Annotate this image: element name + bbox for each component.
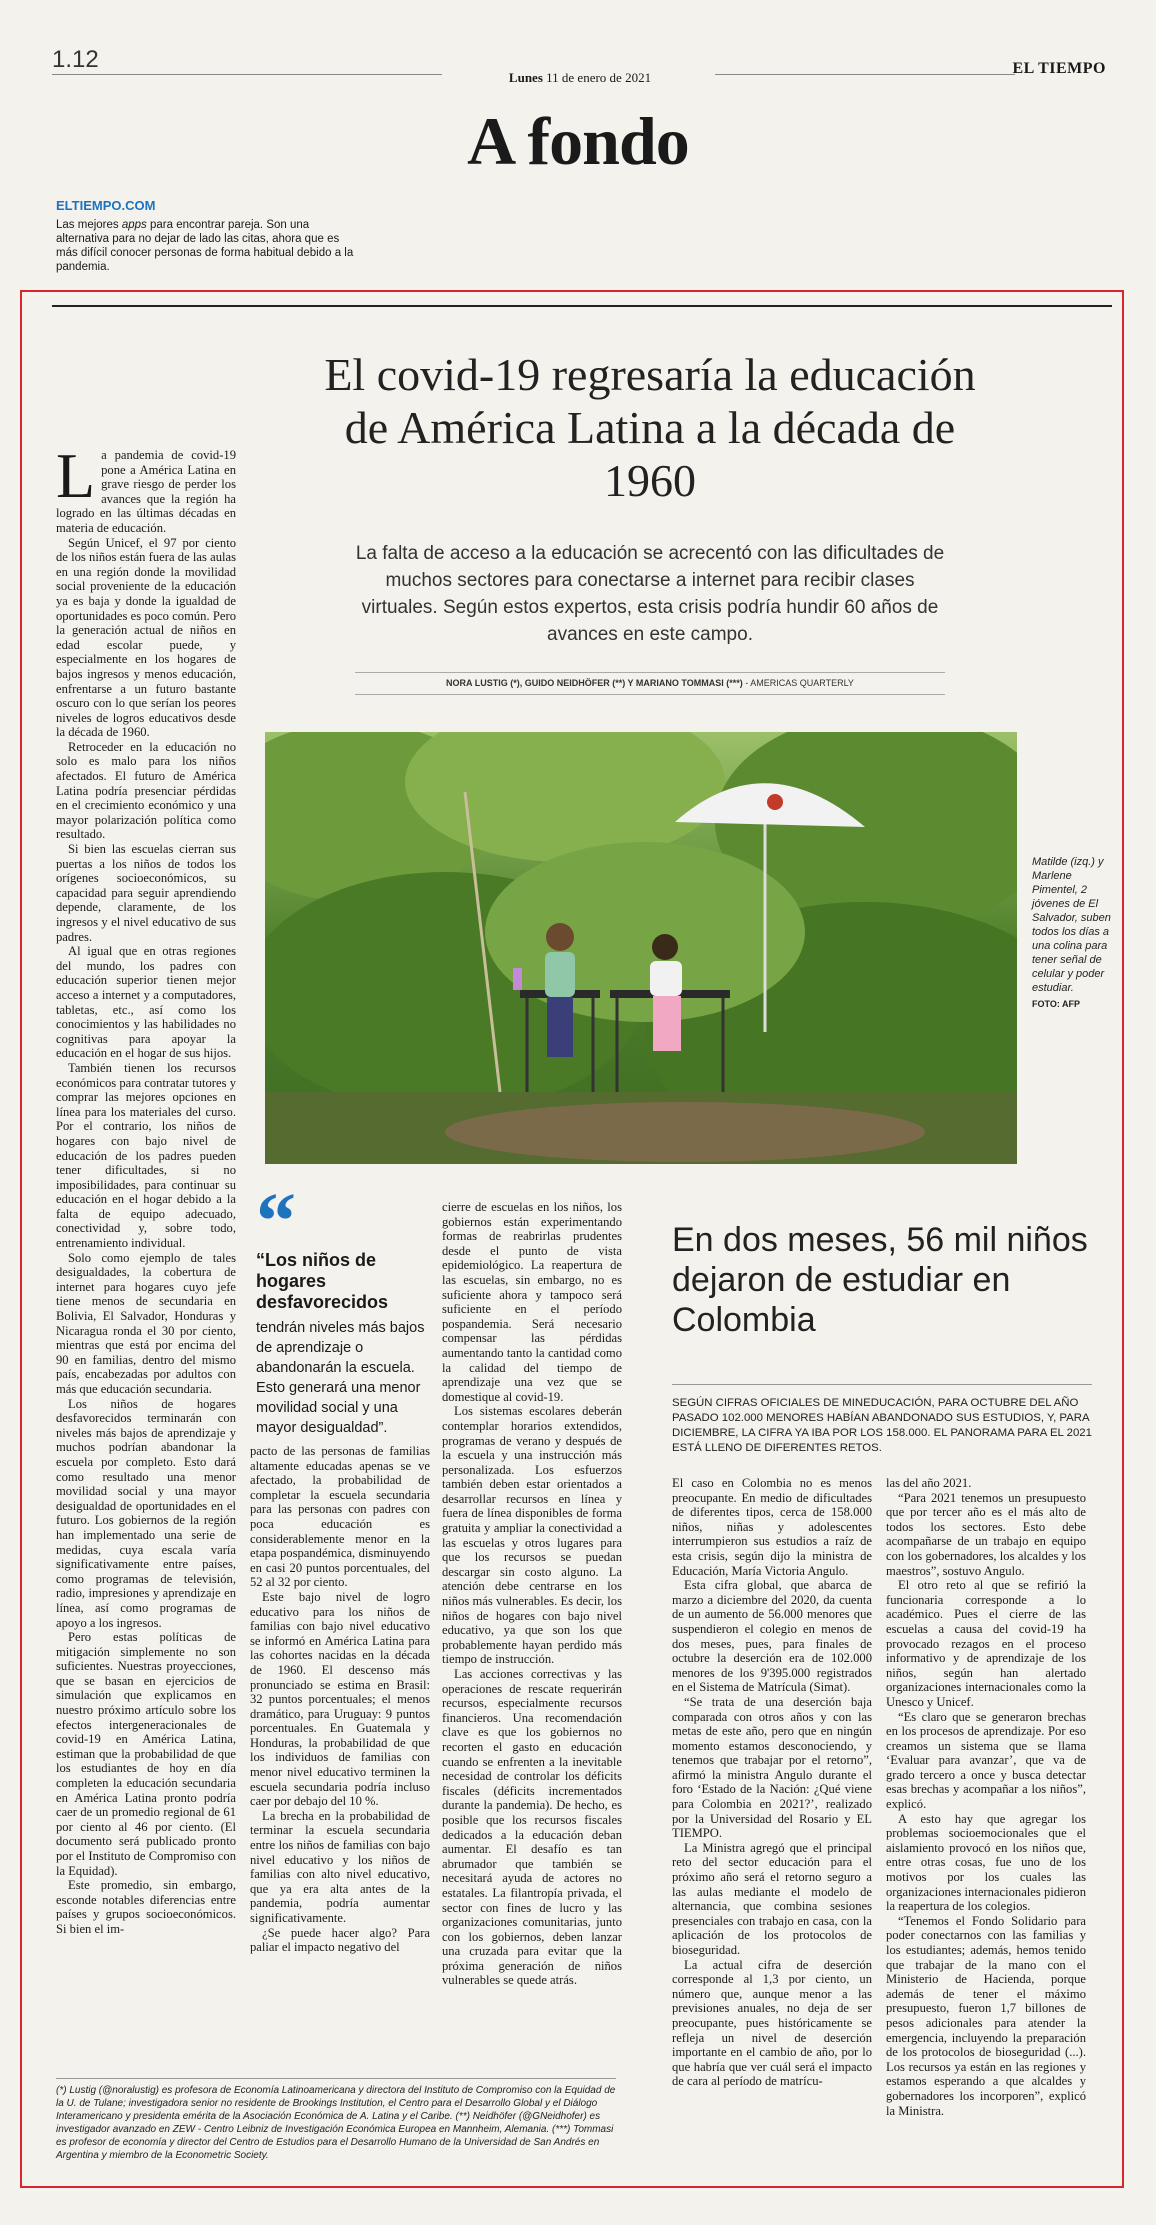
paragraph: “Tenemos el Fondo Solidario para poder conectarnos con las familias y los estudiantes; además, hemos tenido que trabajar de la mano con el Ministerio de Hacienda, porque además de tener el máximo presupuesto, fueron 1,7 billones de pesos adicionales para atender la emergencia, incluyendo la preparación de los protocolos de bioseguridad (...). Los recursos ya están en las regiones y estamos esperando a que alcaldes y gobernadores los incorporen”, explicó la Ministra. [886, 1913, 1086, 2118]
paragraph: “Es claro que se generaron brechas en los procesos de aprendizaje. Por eso creamos un sistema que se llama ‘Evaluar para avanzar’, que va de grado tercero a once y busca detectar esas brechas y acompañar a los niños”, explicó. [886, 1709, 1086, 1812]
body-column-1 [56, 448, 236, 2088]
paragraph: Retroceder en la educación no solo es malo para los niños afectados. El futuro de América Latina podría presenciar pérdidas en el crecimiento económico y una mayor polarización política como resultado. [56, 739, 236, 842]
page-number: 1.12 [52, 46, 99, 73]
article-photo [265, 732, 1017, 1164]
paragraph: Según Unicef, el 97 por ciento de los niños están fuera de las aulas en una región donde la movilidad social proveniente de la educación ya es baja y donde la igualdad de oportunidades es poco común. Pero la generación actual de niños en edad escolar puede, y especialmente en los hogares de bajos ingresos y menos educación, enfrentarse a un futuro bastante oscuro con lo que serían los peores niveles de logros educativos desde la década de 1960. [56, 535, 236, 740]
paragraph: “Se trata de una deserción baja comparada con otros años y con las metas de este año, pero que en ningún momento estamos desconociendo, y tenemos que trabajar por el retorno”, afirmó la ministra Angulo durante el foro ‘Estado de la Nación: ¿Qué viene para Colombia en 2021?’, realizado por la Universidad del Rosario y EL TIEMPO. [672, 1694, 872, 1841]
article-standfirst: La falta de acceso a la educación se acrecentó con las dificultades de muchos sectores para conectarse a internet para recibir clases virtuales. Según estos expertos, esta crisis podría hundir 60 años de avances en este campo. [355, 543, 945, 645]
body-column-4 [672, 1476, 872, 2136]
body-column-5 [886, 1476, 1086, 2136]
byline-rule-bottom [355, 694, 945, 695]
paragraph: La Ministra agregó que el principal reto del sector educación para el próximo año será el retorno seguro a las aulas mediante el modelo de alternancia, que combina sesiones presenciales con trabajo en casa, con la aplicación de los protocolos de bioseguridad. [672, 1840, 872, 1957]
header-rule-right [715, 74, 1015, 75]
paragraph: Este bajo nivel de logro educativo para los niños de familias con bajo nivel educativo se informó en América Latina para las cohortes nacidas en la década de 1960. El descenso más pronunciado se estima en Brasil: 32 puntos porcentuales; el menos dramático, para Uruguay: 9 puntos porcentuales. En Guatemala y Honduras, la probabilidad de que los individuos de familias con menor nivel educativo terminen la escuela secundaria podría incluso caer por debajo del 10 %. [250, 1589, 430, 1809]
author-footnote: (*) Lustig (@noralustig) es profesora de Economía Latinoamericana y directora del Instituto de Compromiso con la Equidad de la U. de Tulane; investigadora senior no residente de Brookings Institution, el Centro para el Desarrollo Global y el Diálogo Interamericano y presidenta emérita de la Asociación Económica de A. Latina y el Caribe. (**) Neidhöfer (@GNeidhofer) es investigador avanzado en ZEW - Centro Leibniz de Investigación Económica Europea en Mannheim, Alemania. (***) Tommasi es profesor de economía y director del Centro de Estudios para el Desarrollo Humano de la Universidad de San Andrés en Argentina y miembro de la Econometric Society. [56, 2085, 616, 2161]
body-column-3 [442, 1200, 622, 2085]
paragraph: pacto de las personas de familias altamente educadas apenas se ve afectado, la probabilidad de completar la escuela secundaria para las personas con padres con poca educación es considerablemente menor en la etapa pospandémica, disminuyendo en casi 20 puntos porcentuales, del 52 al 32 por ciento. [250, 1444, 430, 1590]
byline-rule-top [355, 672, 945, 673]
photo-illustration [265, 732, 1017, 1164]
photo-credit: FOTO: AFP [1032, 999, 1080, 1009]
paragraph: ¿Se puede hacer algo? Para paliar el impacto negativo del [250, 1925, 430, 1955]
paragraph: Los niños de hogares desfavorecidos terminarán con niveles más bajos de aprendizaje y muchos podrían abandonar la escuela por completo. Esto dará como resultado una menor movilidad social y una mayor desigualdad de oportunidades en el futuro. Los gobiernos de la región han implementado una serie de medidas, cuya escala varía significativamente entre países, como programas de televisión, radio, impresiones y aprendizaje en línea, así como programas de apoyo a los ingresos. [56, 1396, 236, 1630]
body-column-2 [250, 1444, 430, 2084]
paragraph: La actual cifra de deserción corresponde al 1,3 por ciento, un número que, aunque menor a las previsiones anuales, no deja de ser preocupante, pues históricamente se refleja un nivel de deserción importante en el cambio de año, por lo que habría que ver cuál será el impacto de cara al período de matrícu- [672, 1957, 872, 2089]
section-title: A fondo [467, 103, 689, 179]
paragraph: Esta cifra global, que abarca de marzo a diciembre del 2020, da cuenta de un aumento de 56.000 menores que suspendieron el colegio en menos de dos meses, pues, para finales de octubre la deserción era de 102.000 menores de los 9'395.000 registrados en el Sistema de Matrícula (Simat). [672, 1578, 872, 1695]
sub-standfirst: SEGÚN CIFRAS OFICIALES DE MINEDUCACIÓN, PARA OCTUBRE DEL AÑO PASADO 102.000 MENORES HABÍAN ABANDONADO SUS ESTUDIOS, Y, PARA DICIEMBRE, LA CIFRA YA IBA POR LOS 158.000. EL PANORAMA PARA EL 2021 ESTÁ LLENO DE DIFERENTES RETOS. [672, 1397, 1092, 1454]
paragraph: A esto hay que agregar los problemas socioemocionales que el aislamiento provocó en los niños que, entre otras cosas, fue uno de los motivos por los cuales las organizaciones internacionales pidieron la reapertura de los colegios. [886, 1811, 1086, 1914]
paragraph: “Para 2021 tenemos un presupuesto que por tercer año es el más alto de todos los sectores. Esto debe acompañarse de un trabajo en equipo con los gobernadores, los alcaldes y los maestros”, sostuvo Angulo. [886, 1490, 1086, 1578]
photo-caption: Matilde (izq.) y Marlene Pimentel, 2 jóvenes de El Salvador, suben todos los días a una colina para tener señal de celular y poder estudiar. FOTO: AFP [1032, 855, 1114, 1011]
paragraph: Este promedio, sin embargo, esconde notables diferencias entre países y grupos socioeconómicos. Si bien el im- [56, 1878, 236, 1936]
pull-quote-lead: “Los niños de hogares desfavorecidos [256, 1250, 389, 1312]
issue-date: Lunes 11 de enero de 2021 [508, 70, 652, 85]
sub-headline: En dos meses, 56 mil niños dejaron de estudiar en Colombia [672, 1221, 1088, 1339]
paragraph: las del año 2021. [886, 1476, 972, 1490]
footnote-rule [56, 2078, 616, 2079]
pull-quote-body: tendrán niveles más bajos de aprendizaje o abandonarán la escuela. Esto generará una menor movilidad social y una mayor desigualdad”. [256, 1320, 425, 1436]
sub-headline-rule [672, 1384, 1092, 1385]
promo-text: Las mejores apps para encontrar pareja. Son una alternativa para no dejar de lado las citas, ahora que es más difícil conocer personas de forma habitual debido a la pandemia. [56, 219, 354, 273]
paragraph: También tienen los recursos económicos para contratar tutores y comprar las mejores opciones en línea para los materiales del curso. Por el contrario, los niños de hogares con bajo nivel de educación de los padres pueden tener dificultades, si no imposibilidades, para continuar su educación en el hogar debido a la falta de equipo adecuado, conectividad y, sobre todo, entrenamiento individual. [56, 1060, 236, 1251]
promo-site-link[interactable]: ELTIEMPO.COM [56, 198, 156, 213]
paragraph: Los sistemas escolares deberán contemplar horarios extendidos, programas de verano y después de la escuela y una instrucción más personalizada. Los esfuerzos también deben estar orientados a desarrollar recursos en línea y fuera de línea disponibles de forma gratuita y ampliar la conectividad a las escuelas y otros lugares para que los recursos se puedan descargar sin costo alguno. La atención debe centrarse en los niños más vulnerables. Es decir, los niños de hogares con bajo nivel educativo, ya que son los que probablemente hayan perdido más tiempo de instrucción. [442, 1404, 622, 1667]
drop-cap: L [56, 448, 96, 511]
paragraph: Pero estas políticas de mitigación simplemente no son suficientes. Nuestras proyecciones, que se basan en ejercicios de simulación que explicamos en nuestro próximo artículo sobre los efectos intergeneracionales de covid-19 en América Latina, estiman que la probabilidad de que los estudiantes de hoy en día completen la educación secundaria en América Latina pronto podría caer de un promedio regional de 61 por ciento al 46 por ciento. (El documento será publicado pronto por el Instituto de Compromiso con la Equidad). [56, 1630, 236, 1878]
quote-mark-icon: “ [256, 1178, 296, 1266]
article-top-rule [52, 305, 1112, 307]
paragraph: Si bien las escuelas cierran sus puertas a los niños de todos los orígenes socioeconómicos, su capacidad para seguir aprendiendo depende, claramente, de los ingresos y el nivel educativo de sus padres. [56, 842, 236, 944]
paragraph: Las acciones correctivas y las operaciones de rescate requerirán recursos, especialmente recursos financieros. Una recomendación clave es que los gobiernos no recorten el gasto en educación cuando se enfrenten a la inevitable necesidad de controlar los déficits fiscales (déficits incrementados durante la pandemia). De hecho, es posible que los recursos fiscales dedicados a la educación deban aumentar. El desafío es tan abrumador que también se necesitará ayuda de actores no estatales. La filantropía privada, el sector con fines de lucro y las organizaciones comunitarias, junto con los gobiernos, deben lanzar una cruzada para evitar que la próxima generación de niños vulnerables se quede atrás. [442, 1667, 622, 1988]
paragraph: Solo como ejemplo de tales desigualdades, la cobertura de internet para hogares cuyo jefe tiene menos de secundaria en Bolivia, El Salvador, Honduras y Nicaragua ronda el 30 por ciento, mientras que está por encima del 90 en familias, dentro del mismo país, encabezadas por adultos con más que educación secundaria. [56, 1250, 236, 1396]
paragraph: El otro reto al que se refirió la funcionaria corresponde a lo académico. Pues el cierre de las escuelas a causa del covid-19 ha provocado rezagos en el proceso informativo y de aprendizaje de los niños, según han alertado organizaciones internacionales como la Unesco y Unicef. [886, 1578, 1086, 1709]
paragraph: La pandemia de covid-19 pone a América Latina en grave riesgo de perder los avances que la región ha logrado en las últimas décadas en materia de educación. [56, 448, 236, 535]
newspaper-logo: EL TIEMPO [1012, 60, 1106, 77]
paragraph: La brecha en la probabilidad de terminar la escuela secundaria entre los niños de familias con bajo nivel educativo y los niños de familias con alto nivel educativo, que ya era alta antes de la pandemia, podría aumentar significativamente. [250, 1808, 430, 1925]
paragraph: El caso en Colombia no es menos preocupante. En medio de dificultades de diferentes tipos, cerca de 158.000 niños, niñas y adolescentes interrumpieron sus estudios a raíz de esta crisis, según dijo la ministra de Educación, María Victoria Angulo. [672, 1476, 872, 1578]
paragraph: cierre de escuelas en los niños, los gobiernos están experimentando formas de reabrirlas prudentes desde el punto de vista epidemiológico. La reapertura de las escuelas, sin embargo, no es suficiente ahora y tampoco será suficiente en el período pospandemia. Será necesario compensar las pérdidas aumentando tanto la cantidad como la calidad del tiempo de aprendizaje una vez que se domestique al covid-19. [442, 1200, 622, 1404]
article-byline: NORA LUSTIG (*), GUIDO NEIDHÖFER (**) Y MARIANO TOMMASI (***) - AMERICAS QUARTERLY [446, 678, 854, 688]
article-headline: El covid-19 regresaría la educación de América Latina a la década de 1960 [324, 349, 976, 506]
header-rule-left [52, 74, 442, 75]
paragraph: Al igual que en otras regiones del mundo, los padres con educación superior tienen mejor acceso a internet y a computadores, tabletas, etc., así como los conocimientos y las habilidades no cognitivas para apoyar la educación en el hogar de sus hijos. [56, 944, 236, 1061]
